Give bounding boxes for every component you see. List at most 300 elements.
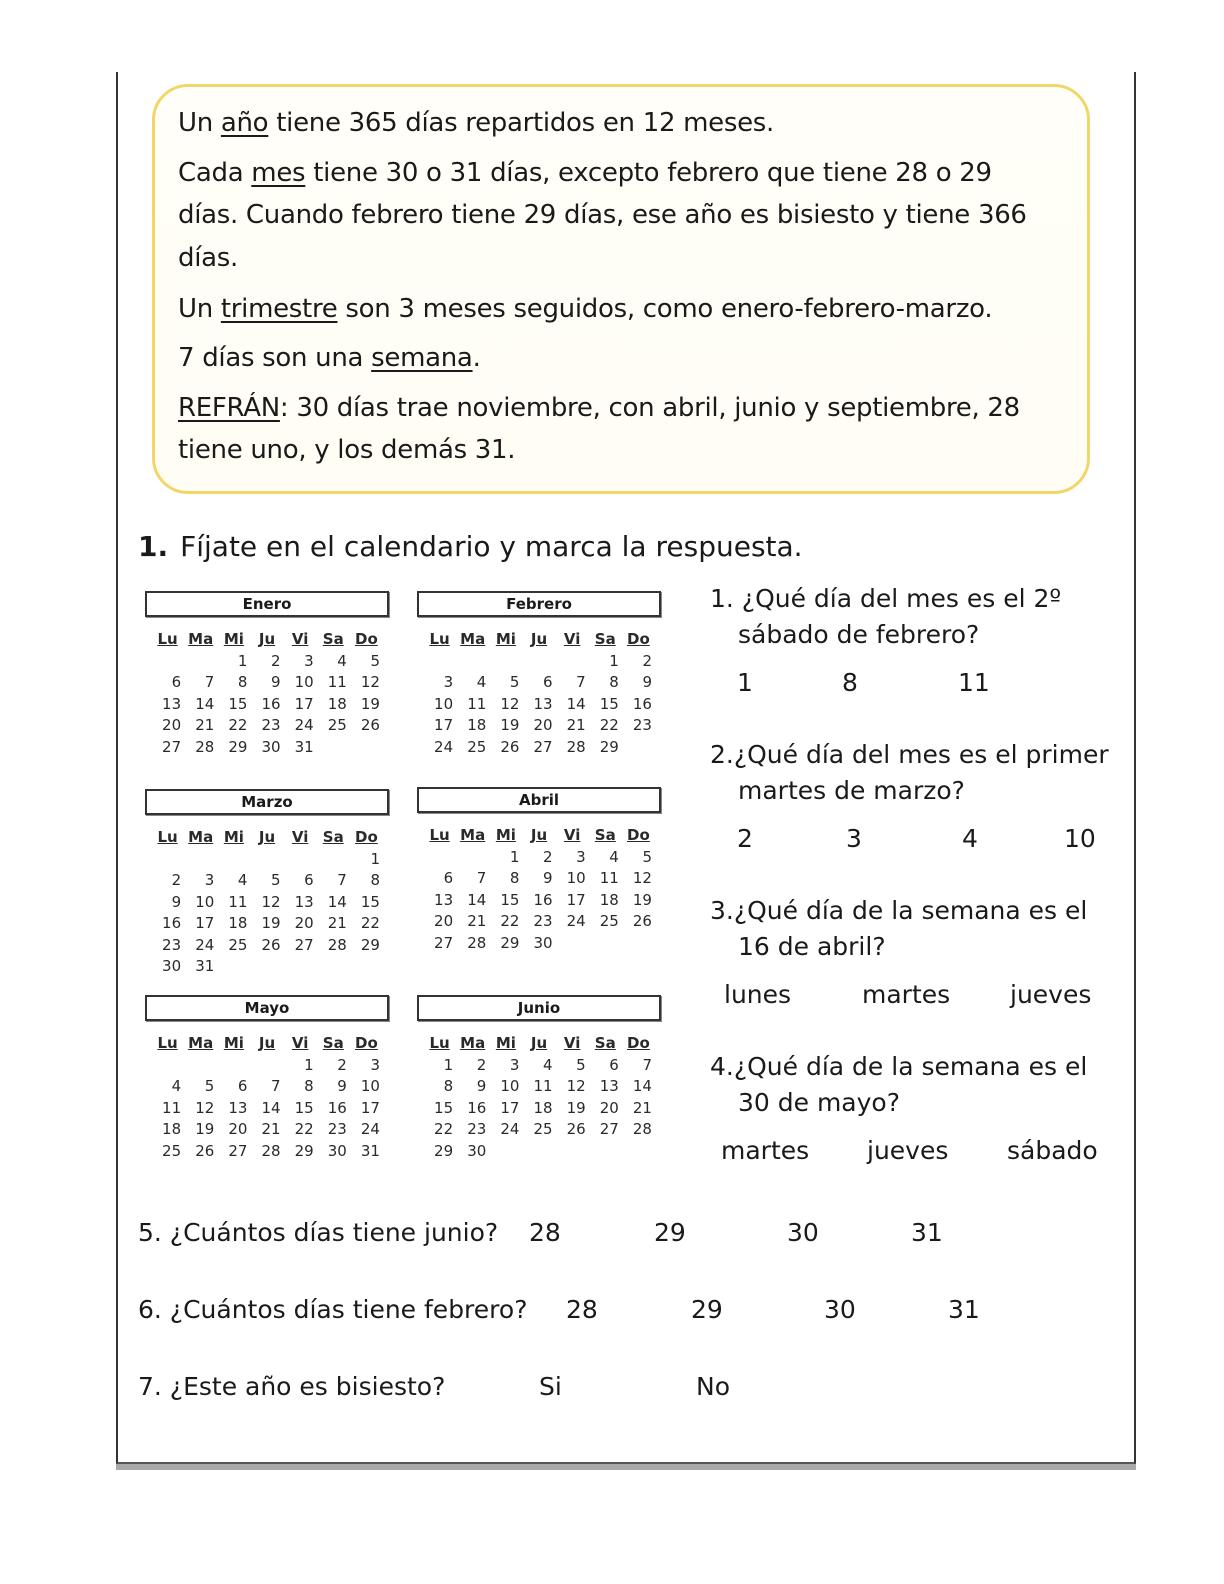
weekday-label: Do <box>627 630 650 648</box>
weekday-label: Sa <box>594 1034 616 1052</box>
exercise-title: Fíjate en el calendario y marca la respuesta. <box>180 530 803 563</box>
day-cell: 9 <box>476 1077 487 1095</box>
day-cell: 14 <box>261 1098 281 1117</box>
day-cell: 17 <box>500 1098 520 1117</box>
calendar-abril <box>417 787 661 954</box>
day-cell: 2 <box>171 871 182 889</box>
answer-option[interactable]: 28 <box>566 1295 598 1324</box>
day-cell <box>151 849 184 871</box>
info-line <box>178 343 481 373</box>
day-cell: 20 <box>228 1120 248 1138</box>
weekday-label: Do <box>355 828 378 846</box>
answer-option[interactable]: martes <box>862 980 951 1009</box>
day-cell <box>489 1141 522 1163</box>
info-text: tiene uno, y los demás 31. <box>178 435 516 465</box>
question-text: 7. ¿Este año es bisiesto? <box>138 1372 446 1401</box>
day-cell: 24 <box>434 737 454 756</box>
weekday-label: Ju <box>258 630 276 648</box>
weekday-label: Lu <box>429 826 450 844</box>
calendar-month-title: Febrero <box>417 591 661 617</box>
info-term: REFRÁN <box>178 393 280 423</box>
info-text: días. <box>178 243 238 273</box>
calendar-marzo <box>145 789 389 978</box>
day-cell <box>522 651 555 673</box>
question-text: 1. ¿Qué día del mes es el 2º <box>710 584 1062 613</box>
weekday-label: Vi <box>563 630 581 648</box>
day-cell <box>184 651 217 673</box>
question-text: 6. ¿Cuántos días tiene febrero? <box>138 1295 528 1324</box>
answer-option[interactable]: 11 <box>958 668 990 697</box>
weekday-label: Sa <box>594 826 616 844</box>
day-cell <box>151 651 184 673</box>
week-row <box>151 672 383 694</box>
answer-option[interactable]: 30 <box>824 1295 856 1324</box>
day-cell <box>184 1055 217 1077</box>
day-cell: 5 <box>271 871 281 889</box>
week-row <box>151 892 383 914</box>
answer-option[interactable]: martes <box>721 1136 810 1165</box>
weekday-header-row <box>151 629 383 651</box>
day-cell: 26 <box>261 935 281 954</box>
weekday-label: Mi <box>223 630 244 648</box>
day-cell: 17 <box>360 1098 380 1117</box>
weekday-label: Ma <box>460 826 486 844</box>
answer-option[interactable]: 29 <box>691 1295 723 1324</box>
answer-option[interactable]: 31 <box>911 1218 943 1247</box>
day-cell: 13 <box>162 694 182 713</box>
day-cell: 12 <box>566 1077 586 1095</box>
day-cell: 1 <box>443 1055 454 1074</box>
info-term: semana <box>371 343 473 373</box>
day-cell: 23 <box>467 1120 487 1138</box>
day-cell: 8 <box>443 1077 454 1095</box>
day-cell: 1 <box>370 849 380 868</box>
day-cell: 4 <box>476 673 487 691</box>
day-cell: 19 <box>500 716 520 734</box>
info-text: tiene 365 días repartidos en 12 meses. <box>268 108 775 138</box>
weekday-label: Vi <box>563 826 581 844</box>
day-cell: 9 <box>642 673 652 691</box>
day-cell: 15 <box>228 694 248 713</box>
day-cell: 11 <box>162 1098 182 1117</box>
day-cell: 23 <box>327 1120 347 1138</box>
day-cell: 29 <box>500 933 520 952</box>
day-cell: 5 <box>509 673 520 691</box>
day-cell: 25 <box>327 716 347 734</box>
day-cell: 24 <box>294 716 314 734</box>
info-text: 7 días son una <box>178 343 372 373</box>
day-cell: 8 <box>509 869 520 887</box>
day-cell <box>250 956 283 978</box>
week-row <box>423 1055 655 1077</box>
day-cell: 2 <box>543 847 553 866</box>
day-cell: 27 <box>599 1120 619 1138</box>
answer-option[interactable]: 29 <box>654 1218 686 1247</box>
day-cell: 12 <box>261 892 281 911</box>
day-cell: 12 <box>632 869 652 887</box>
day-cell: 14 <box>467 890 487 909</box>
answer-option[interactable]: 1 <box>737 668 753 697</box>
day-cell: 28 <box>566 737 586 756</box>
day-cell: 13 <box>599 1077 619 1095</box>
answer-option[interactable]: 28 <box>529 1218 561 1247</box>
info-text: . <box>472 343 481 373</box>
answer-option[interactable]: jueves <box>867 1136 949 1165</box>
info-line <box>178 393 1020 423</box>
week-row <box>423 672 655 694</box>
day-cell: 23 <box>533 912 553 930</box>
calendar-enero <box>145 591 389 758</box>
day-cell: 15 <box>599 694 619 713</box>
week-row <box>151 956 383 978</box>
day-cell: 17 <box>195 914 215 932</box>
question-text: martes de marzo? <box>738 776 965 805</box>
week-row <box>423 868 655 890</box>
day-cell: 20 <box>434 912 454 930</box>
day-cell: 12 <box>195 1098 215 1117</box>
weekday-label: Lu <box>157 630 178 648</box>
day-cell: 9 <box>171 892 182 911</box>
info-line <box>178 294 992 324</box>
answer-option[interactable]: 30 <box>787 1218 819 1247</box>
day-cell <box>456 847 489 869</box>
day-cell <box>622 933 655 955</box>
week-row <box>151 715 383 737</box>
day-cell: 29 <box>599 737 619 756</box>
weekday-label: Ju <box>258 1034 276 1052</box>
answer-option[interactable]: 3 <box>846 824 862 853</box>
day-cell: 24 <box>500 1120 520 1138</box>
day-cell: 10 <box>566 869 586 887</box>
week-row <box>151 849 383 871</box>
weekday-label: Do <box>627 826 650 844</box>
calendar-month-title: Mayo <box>145 995 389 1021</box>
day-cell: 27 <box>533 737 553 756</box>
weekday-label: Ma <box>188 828 214 846</box>
day-cell: 20 <box>294 914 314 932</box>
day-cell <box>217 849 250 871</box>
day-cell: 11 <box>467 694 487 713</box>
info-text: días. Cuando febrero tiene 29 días, ese año es bisiesto y tiene 366 <box>178 200 1027 230</box>
answer-option[interactable]: 4 <box>962 824 978 853</box>
weekday-label: Vi <box>291 828 309 846</box>
day-cell: 16 <box>261 694 281 713</box>
week-row <box>151 1141 383 1163</box>
calendar-month-title: Marzo <box>145 789 389 815</box>
day-cell: 20 <box>533 716 553 734</box>
week-row <box>423 890 655 912</box>
weekday-label: Ju <box>530 630 548 648</box>
day-cell: 25 <box>162 1141 182 1160</box>
day-cell: 29 <box>294 1141 314 1160</box>
day-cell: 21 <box>632 1098 652 1117</box>
day-cell: 18 <box>162 1120 182 1138</box>
day-cell: 28 <box>467 933 487 952</box>
day-cell <box>423 651 456 673</box>
week-row <box>423 933 655 955</box>
day-cell: 19 <box>632 890 652 909</box>
calendar-grid <box>423 1033 655 1162</box>
answer-option[interactable]: 10 <box>1064 824 1096 853</box>
day-cell: 13 <box>533 694 553 713</box>
day-cell: 11 <box>599 869 619 887</box>
day-cell <box>184 849 217 871</box>
day-cell: 14 <box>566 694 586 713</box>
answer-option[interactable]: 31 <box>948 1295 980 1324</box>
day-cell <box>250 1055 283 1077</box>
answer-option[interactable]: Si <box>539 1372 562 1401</box>
day-cell: 1 <box>609 651 619 670</box>
info-line <box>178 108 774 138</box>
day-cell: 18 <box>533 1098 553 1117</box>
day-cell: 6 <box>171 673 182 691</box>
week-row <box>151 1055 383 1077</box>
answer-option[interactable]: lunes <box>724 980 792 1009</box>
weekday-label: Lu <box>157 828 178 846</box>
day-cell: 21 <box>327 914 347 932</box>
day-cell: 29 <box>360 935 380 954</box>
day-cell <box>250 849 283 871</box>
day-cell: 14 <box>632 1077 652 1095</box>
day-cell: 5 <box>642 847 652 866</box>
day-cell: 10 <box>195 892 215 911</box>
week-row <box>151 913 383 935</box>
day-cell: 27 <box>434 933 454 952</box>
answer-option[interactable]: jueves <box>1010 980 1092 1009</box>
day-cell: 21 <box>566 716 586 734</box>
weekday-label: Mi <box>495 630 516 648</box>
answer-option[interactable]: 8 <box>842 668 858 697</box>
weekday-label: Vi <box>291 630 309 648</box>
day-cell: 19 <box>566 1098 586 1117</box>
day-cell: 16 <box>632 694 652 713</box>
day-cell: 6 <box>609 1055 619 1074</box>
day-cell: 30 <box>327 1141 347 1160</box>
day-cell: 27 <box>228 1141 248 1160</box>
question-text: 30 de mayo? <box>738 1088 900 1117</box>
day-cell: 3 <box>304 651 314 670</box>
calendar-month-title: Abril <box>417 787 661 813</box>
day-cell: 6 <box>304 871 314 889</box>
day-cell: 8 <box>237 673 248 691</box>
day-cell: 10 <box>360 1077 380 1095</box>
day-cell: 5 <box>204 1077 215 1095</box>
weekday-label: Sa <box>322 828 344 846</box>
weekday-label: Ju <box>530 1034 548 1052</box>
day-cell: 7 <box>576 673 586 691</box>
weekday-label: Vi <box>563 1034 581 1052</box>
day-cell: 30 <box>261 737 281 756</box>
day-cell: 22 <box>294 1120 314 1138</box>
day-cell: 1 <box>237 651 248 670</box>
day-cell: 2 <box>476 1055 487 1074</box>
week-row <box>151 935 383 957</box>
info-term: mes <box>251 158 306 188</box>
day-cell <box>217 956 250 978</box>
day-cell: 21 <box>467 912 487 930</box>
day-cell: 25 <box>599 912 619 930</box>
day-cell: 28 <box>261 1141 281 1160</box>
day-cell: 2 <box>337 1055 347 1074</box>
info-box <box>152 84 1090 494</box>
day-cell: 22 <box>360 914 380 932</box>
day-cell: 21 <box>195 716 215 734</box>
day-cell: 21 <box>261 1120 281 1138</box>
weekday-label: Vi <box>291 1034 309 1052</box>
day-cell: 7 <box>204 673 215 691</box>
weekday-label: Ma <box>460 630 486 648</box>
day-cell <box>556 933 589 955</box>
info-term: año <box>220 108 269 138</box>
day-cell: 12 <box>500 694 520 713</box>
day-cell: 11 <box>228 892 248 911</box>
week-row <box>151 870 383 892</box>
week-row <box>151 1119 383 1141</box>
day-cell <box>622 737 655 759</box>
week-row <box>423 1076 655 1098</box>
day-cell <box>317 737 350 759</box>
day-cell: 13 <box>434 890 454 909</box>
day-cell <box>456 651 489 673</box>
day-cell: 2 <box>642 651 652 670</box>
weekday-header-row <box>423 825 655 847</box>
day-cell: 16 <box>162 914 182 932</box>
day-cell: 31 <box>360 1141 380 1160</box>
calendar-month-title: Enero <box>145 591 389 617</box>
day-cell: 12 <box>360 673 380 691</box>
weekday-label: Mi <box>495 1034 516 1052</box>
calendar-grid <box>423 825 655 954</box>
weekday-header-row <box>151 1033 383 1055</box>
day-cell: 25 <box>467 737 487 756</box>
week-row <box>423 1141 655 1163</box>
answer-option[interactable]: 2 <box>737 824 753 853</box>
question-text: 5. ¿Cuántos días tiene junio? <box>138 1218 499 1247</box>
day-cell: 7 <box>337 871 347 889</box>
week-row <box>423 715 655 737</box>
question-text: sábado de febrero? <box>738 620 980 649</box>
day-cell: 31 <box>195 957 215 975</box>
calendar-grid <box>151 629 383 758</box>
day-cell: 4 <box>171 1077 182 1095</box>
weekday-label: Do <box>355 1034 378 1052</box>
day-cell: 17 <box>434 716 454 734</box>
weekday-label: Ma <box>460 1034 486 1052</box>
day-cell: 6 <box>443 869 454 887</box>
week-row <box>151 1098 383 1120</box>
day-cell: 6 <box>237 1077 248 1095</box>
day-cell: 13 <box>294 892 314 911</box>
info-text: Cada <box>178 158 252 188</box>
day-cell: 14 <box>327 892 347 911</box>
weekday-label: Do <box>355 630 378 648</box>
day-cell: 23 <box>162 935 182 954</box>
day-cell: 2 <box>271 651 281 670</box>
day-cell <box>589 1141 622 1163</box>
day-cell: 1 <box>509 847 520 866</box>
day-cell <box>423 847 456 869</box>
answer-option[interactable]: No <box>696 1372 730 1401</box>
info-term: trimestre <box>220 294 338 324</box>
day-cell: 31 <box>294 737 314 756</box>
week-row <box>423 737 655 759</box>
day-cell: 22 <box>500 912 520 930</box>
question-text: 2.¿Qué día del mes es el primer <box>710 740 1109 769</box>
day-cell: 9 <box>543 869 553 887</box>
day-cell <box>589 933 622 955</box>
day-cell: 26 <box>632 912 652 930</box>
question-text: 3.¿Qué día de la semana es el <box>710 896 1088 925</box>
day-cell: 4 <box>609 847 619 866</box>
calendar-grid <box>423 629 655 758</box>
day-cell: 11 <box>327 673 347 691</box>
day-cell: 5 <box>576 1055 586 1074</box>
day-cell: 18 <box>327 694 347 713</box>
day-cell: 3 <box>204 871 215 889</box>
day-cell: 27 <box>294 935 314 954</box>
day-cell: 14 <box>195 694 215 713</box>
day-cell: 8 <box>304 1077 314 1095</box>
question-text: 4.¿Qué día de la semana es el <box>710 1052 1088 1081</box>
week-row <box>423 694 655 716</box>
day-cell: 7 <box>642 1055 652 1074</box>
day-cell: 29 <box>228 737 248 756</box>
day-cell: 23 <box>632 716 652 734</box>
day-cell: 30 <box>533 933 553 952</box>
day-cell: 19 <box>261 914 281 932</box>
day-cell: 16 <box>467 1098 487 1117</box>
day-cell <box>489 651 522 673</box>
day-cell: 18 <box>599 890 619 909</box>
day-cell: 1 <box>304 1055 314 1074</box>
week-row <box>423 911 655 933</box>
day-cell <box>556 1141 589 1163</box>
day-cell: 10 <box>500 1077 520 1095</box>
day-cell: 6 <box>543 673 553 691</box>
day-cell: 3 <box>509 1055 520 1074</box>
day-cell: 10 <box>434 694 454 713</box>
day-cell: 3 <box>370 1055 380 1074</box>
weekday-label: Lu <box>429 630 450 648</box>
day-cell: 9 <box>271 673 281 691</box>
weekday-header-row <box>151 827 383 849</box>
day-cell: 15 <box>360 892 380 911</box>
day-cell: 24 <box>195 935 215 954</box>
day-cell: 9 <box>337 1077 347 1095</box>
week-row <box>151 694 383 716</box>
day-cell: 27 <box>162 737 182 756</box>
day-cell: 4 <box>543 1055 553 1074</box>
day-cell: 24 <box>360 1120 380 1138</box>
day-cell: 22 <box>599 716 619 734</box>
day-cell: 15 <box>434 1098 454 1117</box>
weekday-label: Sa <box>322 1034 344 1052</box>
answer-option[interactable]: sábado <box>1007 1136 1098 1165</box>
day-cell: 20 <box>599 1098 619 1117</box>
day-cell <box>522 1141 555 1163</box>
day-cell: 22 <box>228 716 248 734</box>
day-cell: 24 <box>566 912 586 930</box>
day-cell: 4 <box>237 871 248 889</box>
calendar-junio <box>417 995 661 1162</box>
weekday-header-row <box>423 629 655 651</box>
weekday-label: Mi <box>223 828 244 846</box>
day-cell: 7 <box>476 869 487 887</box>
info-text: Un <box>178 108 221 138</box>
day-cell: 23 <box>261 716 281 734</box>
week-row <box>423 1119 655 1141</box>
day-cell: 28 <box>195 737 215 756</box>
